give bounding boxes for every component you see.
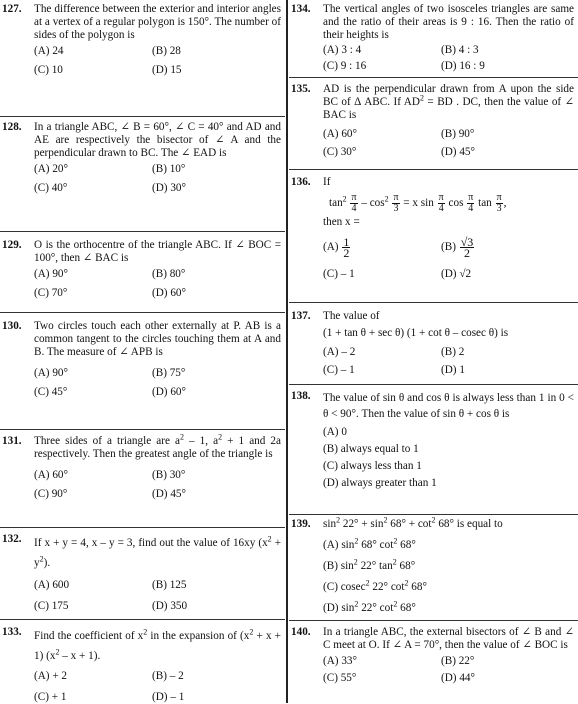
option-a[interactable]: (A) – 2 — [323, 346, 356, 358]
option-a[interactable]: (A) 90° — [34, 268, 68, 280]
question-expression: (1 + tan θ + sec θ) (1 + cot θ – cosec θ) is — [323, 327, 509, 339]
question-text: AD is the perpendicular drawn from A upon the side BC of Δ ABC. If $AD^2$ = BD . DC, then the value of ∠ BAC is — [323, 83, 574, 121]
right-column — [289, 0, 578, 703]
question-138 — [289, 390, 578, 515]
options — [323, 237, 578, 281]
options — [34, 163, 285, 195]
then-x: then x = — [323, 216, 360, 228]
option-b[interactable]: (B) 4 : 3 — [441, 44, 479, 56]
option-a[interactable]: (A) 3 : 4 — [323, 44, 362, 56]
option-c[interactable]: (C) cosec$^2$ 22° $\cot^2 68^\circ$ — [323, 578, 427, 593]
option-d[interactable]: (D) √2 — [441, 268, 472, 280]
options — [34, 45, 285, 77]
option-c[interactable]: (C) 9 : 16 — [323, 60, 367, 72]
column-divider — [286, 0, 288, 703]
options — [34, 268, 285, 300]
option-b[interactable]: (B) $\frac{√3}{2}$ — [441, 235, 474, 260]
question-text: The value of — [323, 310, 380, 322]
option-a[interactable]: (A) 600 — [34, 579, 70, 591]
option-d[interactable]: (D) 1 — [441, 364, 465, 376]
option-b[interactable]: (B) 10° — [152, 163, 186, 175]
question-number: 136. — [291, 176, 311, 188]
question-number: 130. — [2, 320, 22, 332]
option-d[interactable]: (D) 30° — [152, 182, 186, 194]
question-136 — [289, 176, 578, 303]
options — [323, 346, 578, 377]
option-b[interactable]: (B) 28 — [152, 45, 181, 57]
option-a[interactable]: (A) 60° — [34, 469, 68, 481]
options — [323, 44, 578, 73]
option-d[interactable]: (D) 45° — [441, 146, 475, 158]
option-a[interactable]: (A) 90° — [34, 367, 68, 379]
option-b[interactable]: (B) $\sin^2 22^\circ$ $\tan^2 68^\circ$ — [323, 557, 416, 572]
option-a[interactable]: (A) 33° — [323, 655, 357, 667]
question-133 — [0, 626, 285, 702]
option-c[interactable]: (C) always less than 1 — [323, 460, 422, 472]
question-number: 128. — [2, 121, 22, 133]
option-b[interactable]: (B) 80° — [152, 268, 186, 280]
question-139 — [289, 515, 578, 621]
question-number: 129. — [2, 239, 22, 251]
option-a[interactable]: (A) 60° — [323, 128, 357, 140]
option-c[interactable]: (C) 40° — [34, 182, 68, 194]
option-d[interactable]: (D) 15 — [152, 64, 182, 76]
option-a[interactable]: (A) 20° — [34, 163, 68, 175]
question-text: $\sin^2 22^\circ + \sin^2 68^\circ + \cot^2 68^\circ$ is equal to — [323, 515, 503, 530]
equation: $\tan^2$ $\frac{\pi}{4}$ – $\cos^2$ $\frac{\pi}{3}$ = x sin $\frac{\pi}{4}$ cos $\frac{\pi}{4}$ tan $\frac{\pi}{3}$ , — [329, 192, 507, 214]
question-131 — [0, 432, 285, 528]
option-d[interactable]: (D) 44° — [441, 672, 475, 684]
option-d[interactable]: (D) 350 — [152, 600, 188, 612]
option-b[interactable]: (B) 75° — [152, 367, 186, 379]
question-text: If x + y = 4, x – y = 3, find out the value of 16xy $(x^2 + y^2)$. — [34, 534, 281, 569]
option-d[interactable]: (D) 16 : 9 — [441, 60, 485, 72]
option-d[interactable]: (D) 60° — [152, 287, 186, 299]
question-number: 139. — [291, 518, 311, 530]
options — [323, 536, 578, 615]
question-135 — [289, 83, 578, 170]
options — [34, 367, 285, 399]
option-d[interactable]: (D) – 1 — [152, 691, 185, 703]
option-c[interactable]: (C) 70° — [34, 287, 68, 299]
question-number: 140. — [291, 626, 311, 638]
option-d[interactable]: (D) 45° — [152, 488, 186, 500]
option-b[interactable]: (B) 2 — [441, 346, 465, 358]
question-text: The vertical angles of two isosceles triangles are same and the ratio of their areas is 9 : 16. Then the ratio of their heights is — [323, 3, 574, 41]
question-130 — [0, 320, 285, 430]
question-137 — [289, 310, 578, 385]
question-text: Three sides of a triangle are $a^2 - 1$, $a^2 + 1$ and 2a respectively. Then the greatest angle of the triangle is — [34, 432, 281, 460]
question-text: The value of sin θ and cos θ is always less than 1 in 0 < θ < 90°. Then the value of sin θ + cos θ is — [323, 392, 574, 420]
question-lead: If — [323, 176, 331, 188]
options — [34, 579, 285, 613]
option-a[interactable]: (A) $\frac{1}{2}$ — [323, 235, 350, 260]
question-number: 138. — [291, 390, 311, 402]
option-c[interactable]: (C) 175 — [34, 600, 69, 612]
question-140 — [289, 626, 578, 702]
option-c[interactable]: (C) 45° — [34, 386, 68, 398]
option-c[interactable]: (C) 90° — [34, 488, 68, 500]
question-number: 127. — [2, 3, 22, 15]
option-a[interactable]: (A) + 2 — [34, 670, 68, 682]
options — [323, 128, 578, 159]
question-text: In a triangle ABC, the external bisectors of ∠ B and ∠ C meet at O. If ∠ A = 70°, then the value of ∠ BOC is — [323, 626, 574, 651]
option-d[interactable]: (D) 60° — [152, 386, 186, 398]
left-column — [0, 0, 285, 703]
option-d[interactable]: (D) always greater than 1 — [323, 477, 437, 489]
option-c[interactable]: (C) – 1 — [323, 364, 355, 376]
option-a[interactable]: (A) 0 — [323, 426, 347, 438]
options — [323, 655, 578, 685]
question-number: 131. — [2, 435, 22, 447]
option-c[interactable]: (C) + 1 — [34, 691, 67, 703]
option-a[interactable]: (A) 24 — [34, 45, 64, 57]
option-c[interactable]: (C) 30° — [323, 146, 357, 158]
question-text: The difference between the exterior and interior angles at a vertex of a regular polygon is 150°. The number of sides of the polygon is — [34, 3, 281, 41]
question-128 — [0, 121, 285, 232]
question-text: O is the orthocentre of the triangle ABC. If ∠ BOC = 100°, then ∠ BAC is — [34, 239, 281, 264]
question-text: In a triangle ABC, ∠ B = 60°, ∠ C = 40° and AD and AE are respectively the bisector of ∠ A and the perpendicular drawn to BC. The ∠ EAD is — [34, 121, 281, 159]
question-132 — [0, 533, 285, 620]
option-b[interactable]: (B) – 2 — [152, 670, 184, 682]
option-b[interactable]: (B) always equal to 1 — [323, 443, 419, 455]
question-129 — [0, 239, 285, 313]
question-number: 135. — [291, 83, 311, 95]
option-b[interactable]: (B) 30° — [152, 469, 186, 481]
question-text: Two circles touch each other externally at P. AB is a common tangent to the circles touching them at A and B. The measure of ∠ APB is — [34, 320, 281, 358]
question-number: 137. — [291, 310, 311, 322]
question-127 — [0, 3, 285, 117]
option-b[interactable]: (B) 90° — [441, 128, 475, 140]
option-b[interactable]: (B) 125 — [152, 579, 187, 591]
option-c[interactable]: (C) – 1 — [323, 268, 355, 280]
options — [34, 469, 285, 501]
option-b[interactable]: (B) 22° — [441, 655, 475, 667]
option-c[interactable]: (C) 55° — [323, 672, 357, 684]
option-a[interactable]: (A) $\sin^2 68^\circ$ $\cot^2 68^\circ$ — [323, 536, 416, 551]
question-number: 133. — [2, 626, 22, 638]
question-number: 132. — [2, 533, 22, 545]
question-text: Find the coefficient of $x^2$ in the expansion of $(x^2 + x + 1)$ $(x^2 - x + 1)$. — [34, 627, 281, 662]
options — [34, 670, 285, 704]
option-d[interactable]: (D) $\sin^2 22^\circ$ $\cot^2 68^\circ$ — [323, 599, 416, 614]
options — [323, 426, 578, 490]
question-134 — [289, 3, 578, 78]
question-number: 134. — [291, 3, 311, 15]
option-c[interactable]: (C) 10 — [34, 64, 63, 76]
